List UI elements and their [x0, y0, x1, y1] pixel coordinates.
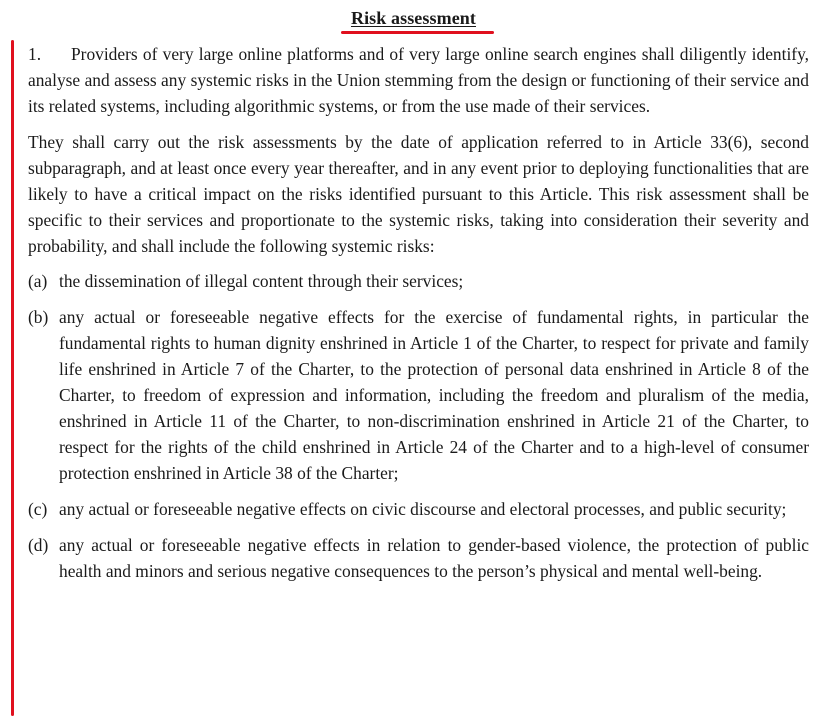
- document-body: [28, 41, 809, 584]
- list-item-c: [28, 496, 809, 522]
- section-title: Risk assessment: [350, 8, 476, 28]
- paragraph-1: [28, 41, 809, 119]
- list-item-label: (d): [28, 535, 49, 555]
- list-item-text: the dissemination of illegal content through their services;: [59, 271, 464, 291]
- list-item-label: (a): [28, 271, 48, 291]
- title-container: [0, 7, 827, 29]
- list-item-text: any actual or foreseeable negative effects for the exercise of fundamental rights, in particular the fundamental rights to human dignity enshrined in Article 1 of the Charter, to respect for private and family life enshrined in Article 7 of the Charter, to the protection of personal data enshrined in Article 8 of the Charter, to freedom of expression and information, including the freedom and pluralism of the media, enshrined in Article 11 of the Charter, to non-discrimination enshrined in Article 21 of the Charter, to respect for the rights of the child enshrined in Article 24 of the Charter and to a high-level of consumer protection enshrined in Article 38 of the Charter;: [59, 307, 809, 483]
- list-item-text: any actual or foreseeable negative effects in relation to gender-based violence, the protection of public health and minors and serious negative consequences to the person’s physical and mental well-being.: [59, 535, 809, 581]
- paragraph-number: 1.: [28, 44, 42, 64]
- list-item-label: (c): [28, 499, 48, 519]
- list-item-d: [28, 532, 809, 584]
- list-item-a: [28, 268, 809, 294]
- paragraph-2: They shall carry out the risk assessments by the date of application referred to in Article 33(6), second subparagraph, and at least once every year thereafter, and in any event prior to deploying functionalities that are likely to have a critical impact on the risks identified pursuant to this Article. This risk assessment shall be specific to their services and proportionate to the systemic risks, taking into consideration their severity and probability, and shall include the following systemic risks:: [28, 132, 809, 256]
- list-item-text: any actual or foreseeable negative effects on civic discourse and electoral processes, and public security;: [59, 499, 787, 519]
- paragraph-1-text: Providers of very large online platforms and of very large online search engines shall diligently identify, analyse and assess any systemic risks in the Union stemming from the design or functioning of their service and its related systems, including algorithmic systems, or from the use made of their services.: [28, 44, 809, 116]
- side-highlight-mark: [11, 40, 14, 716]
- title-highlight-mark: [341, 31, 494, 34]
- list-item-b: [28, 304, 809, 486]
- list-item-label: (b): [28, 307, 49, 327]
